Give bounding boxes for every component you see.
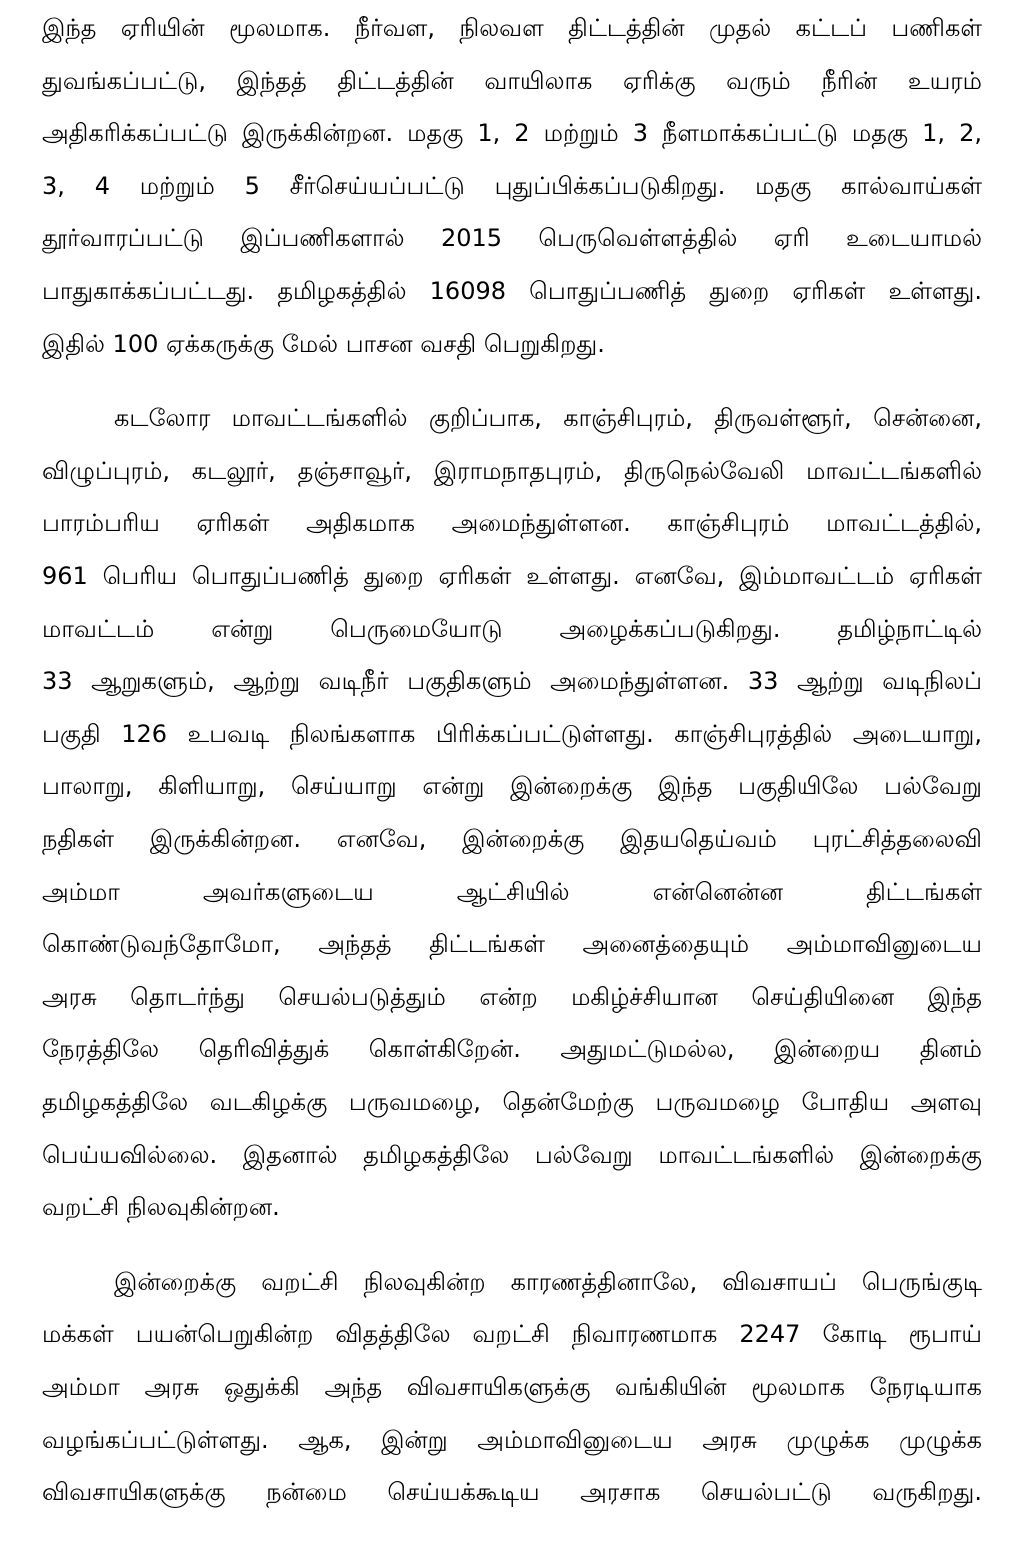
text-line: 3, 4 மற்றும் 5 சீர்செய்யப்பட்டு புதுப்பிக்கப்படுகிறது. மதகு கால்வாய்கள் bbox=[42, 171, 982, 200]
text-line: பெய்யவில்லை. இதனால் தமிழகத்திலே பல்வேறு மாவட்டங்களில் இன்றைக்கு bbox=[42, 1140, 982, 1169]
text-line: மாவட்டம் என்று பெருமையோடு அழைக்கப்படுகிறது. தமிழ்நாட்டில் bbox=[42, 614, 982, 643]
text-line: அம்மா அரசு ஒதுக்கி அந்த விவசாயிகளுக்கு வங்கியின் மூலமாக நேரடியாக bbox=[42, 1373, 982, 1401]
text-line: அதிகரிக்கப்பட்டு இருக்கின்றன. மதகு 1, 2 மற்றும் 3 நீளமாக்கப்பட்டு மதகு 1, 2, bbox=[42, 119, 982, 148]
text-line: இந்த ஏரியின் மூலமாக. நீர்வள, நிலவள திட்டத்தின் முதல் கட்டப் பணிகள் bbox=[42, 14, 982, 42]
text-line: இதில் 100 ஏக்கருக்கு மேல் பாசன வசதி பெறுகிறது. bbox=[42, 329, 605, 358]
text-line: பகுதி 126 உபவடி நிலங்களாக பிரிக்கப்பட்டுள்ளது. காஞ்சிபுரத்தில் அடையாறு, bbox=[42, 719, 982, 748]
text-line: நதிகள் இருக்கின்றன. எனவே, இன்றைக்கு இதயதெய்வம் புரட்சித்தலைவி bbox=[42, 825, 982, 853]
text-line: தமிழகத்திலே வடகிழக்கு பருவமழை, தென்மேற்கு பருவமழை போதிய அளவு bbox=[42, 1088, 982, 1116]
text-line: பாரம்பரிய ஏரிகள் அதிகமாக அமைந்துள்ளன. காஞ்சிபுரம் மாவட்டத்தில், bbox=[42, 509, 982, 538]
text-line: துவங்கப்பட்டு, இந்தத் திட்டத்தின் வாயிலாக ஏரிக்கு வரும் நீரின் உயரம் bbox=[42, 66, 982, 95]
text-line: வழங்கப்பட்டுள்ளது. ஆக, இன்று அம்மாவினுடைய அரசு முழுக்க முழுக்க bbox=[42, 1425, 982, 1454]
text-line: இன்றைக்கு வறட்சி நிலவுகின்ற காரணத்தினாலே, விவசாயப் பெருங்குடி bbox=[114, 1267, 982, 1296]
text-line: பாதுகாக்கப்பட்டது. தமிழகத்தில் 16098 பொதுப்பணித் துறை ஏரிகள் உள்ளது. bbox=[42, 277, 982, 305]
text-line: வறட்சி நிலவுகின்றன. bbox=[42, 1193, 280, 1222]
text-line: கொண்டுவந்தோமோ, அந்தத் திட்டங்கள் அனைத்தையும் அம்மாவினுடைய bbox=[42, 930, 982, 959]
text-line: பாலாறு, கிளியாறு, செய்யாறு என்று இன்றைக்கு இந்த பகுதியிலே பல்வேறு bbox=[42, 772, 982, 801]
text-line: அம்மா அவர்களுடைய ஆட்சியில் என்னென்ன திட்டங்கள் bbox=[42, 877, 982, 906]
text-line: மக்கள் பயன்பெறுகின்ற விதத்திலே வறட்சி நிவாரணமாக 2247 கோடி ரூபாய் bbox=[42, 1320, 982, 1349]
text-line: தூர்வாரப்பட்டு இப்பணிகளால் 2015 பெருவெள்ளத்தில் ஏரி உடையாமல் bbox=[42, 224, 982, 253]
text-line: 33 ஆறுகளும், ஆற்று வடிநீர் பகுதிகளும் அமைந்துள்ளன. 33 ஆற்று வடிநிலப் bbox=[42, 667, 982, 696]
text-line: 961 பெரிய பொதுப்பணித் துறை ஏரிகள் உள்ளது. எனவே, இம்மாவட்டம் ஏரிகள் bbox=[42, 562, 982, 590]
text-line: அரசு தொடர்ந்து செயல்படுத்தும் என்ற மகிழ்ச்சியான செய்தியினை இந்த bbox=[42, 982, 982, 1011]
text-line: விழுப்புரம், கடலூர், தஞ்சாவூர், இராமநாதபுரம், திருநெல்வேலி மாவட்டங்களில் bbox=[42, 456, 982, 485]
text-line: விவசாயிகளுக்கு நன்மை செய்யக்கூடிய அரசாக செயல்பட்டு வருகிறது. bbox=[42, 1478, 982, 1507]
text-line: கடலோர மாவட்டங்களில் குறிப்பாக, காஞ்சிபுரம், திருவள்ளூர், சென்னை, bbox=[114, 404, 982, 433]
text-line: நேரத்திலே தெரிவித்துக் கொள்கிறேன். அதுமட்டுமல்ல, இன்றைய தினம் bbox=[42, 1035, 982, 1064]
